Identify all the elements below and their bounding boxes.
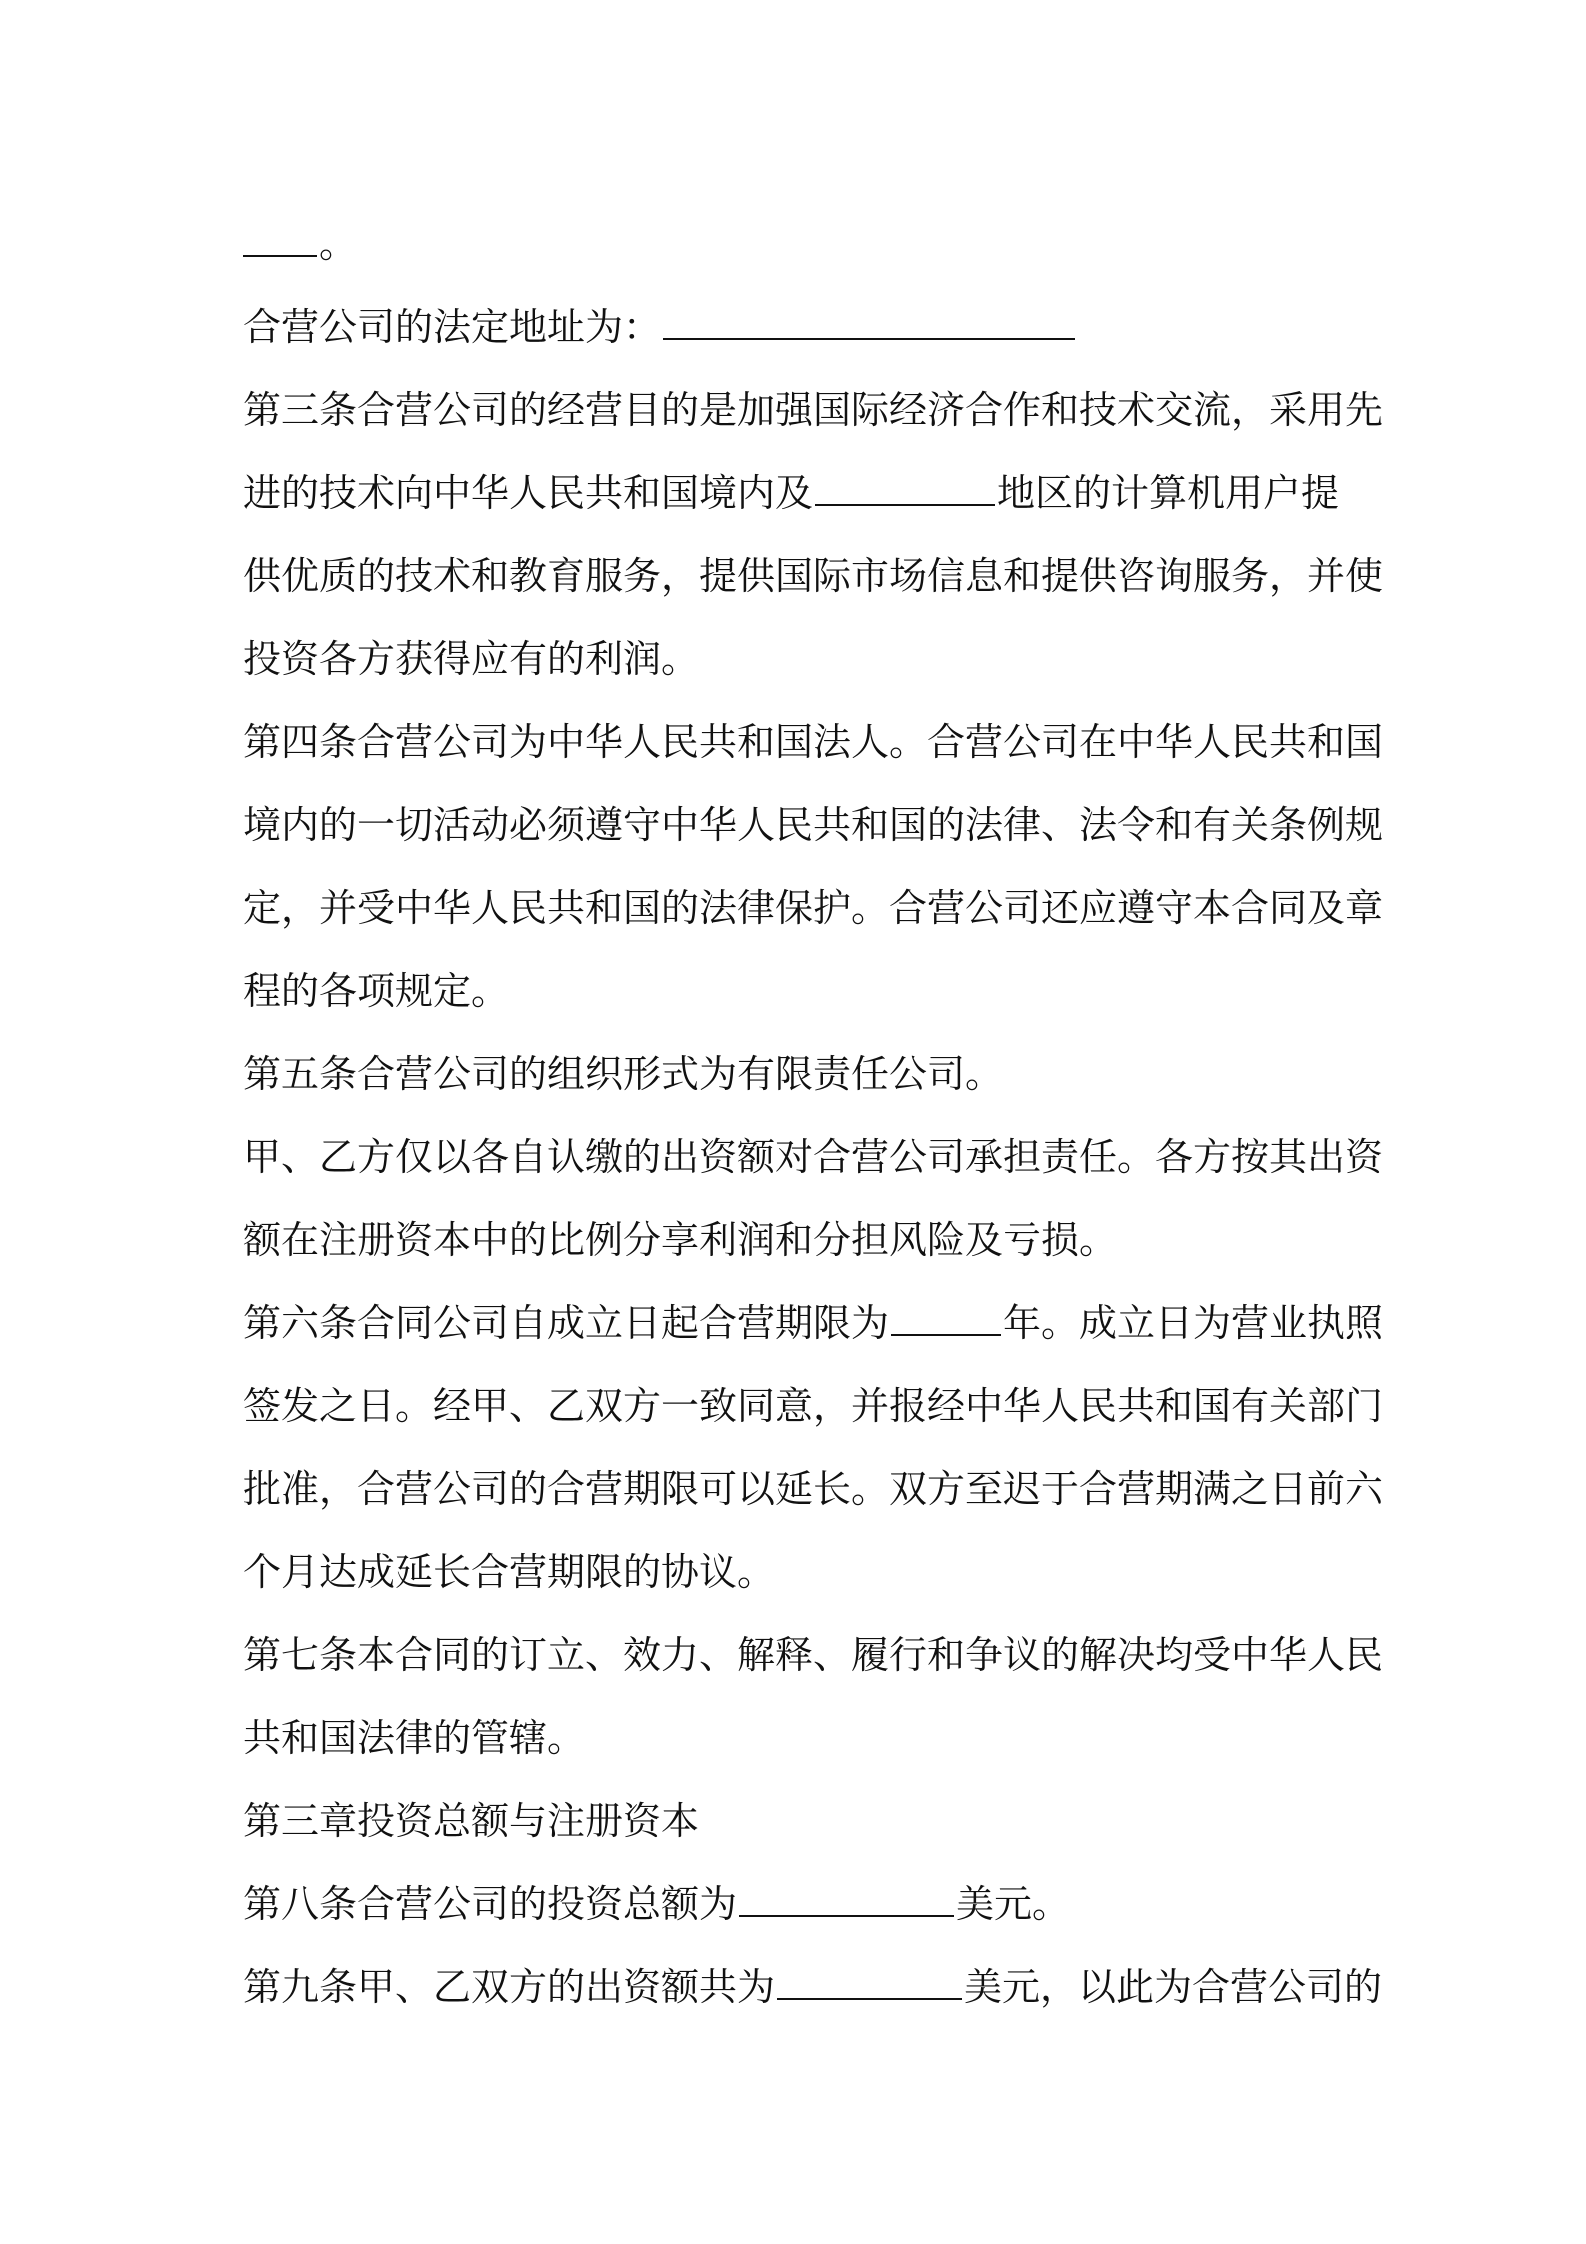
text-line — [243, 369, 1384, 452]
contract-body — [243, 203, 1384, 2029]
article-3-heading-line: 第三条合营公司的经营目的是加强国际经济合作和技术交流，采用先 — [243, 388, 1384, 432]
chapter-3-heading: 第三章投资总额与注册资本 — [243, 1799, 700, 1843]
text-line — [243, 1531, 1363, 1614]
line-text: 批准，合营公司的合营期限可以延长。双方至迟于合营期满之日前六 — [243, 1467, 1384, 1511]
line-text-before: 第六条合同公司自成立日起合营期限为 — [243, 1301, 890, 1345]
line-text: 签发之日。经甲、乙双方一致同意，并报经中华人民共和国有关部门 — [243, 1384, 1384, 1428]
text-line — [243, 784, 1384, 867]
line-text-after: 美元。 — [956, 1882, 1071, 1926]
text-line — [243, 1033, 1363, 1116]
text-line — [243, 1780, 1363, 1863]
line-text-before: 第八条合营公司的投资总额为 — [243, 1882, 738, 1926]
line-text-before: 进的技术向中华人民共和国境内及 — [243, 471, 814, 515]
text-line — [243, 1946, 1383, 2029]
legal-address-blank — [663, 298, 1075, 340]
line-text: 境内的一切活动必须遵守中华人民共和国的法律、法令和有关条例规 — [243, 803, 1384, 847]
legal-address-label: 合营公司的法定地址为： — [243, 305, 662, 349]
line-text: 甲、乙方仅以各自认缴的出资额对合营公司承担责任。各方按其出资 — [243, 1135, 1384, 1179]
text-line — [243, 452, 1363, 535]
line-text-after: 美元，以此为合营公司的 — [964, 1965, 1383, 2009]
line-text: 个月达成延长合营期限的协议。 — [243, 1550, 776, 1594]
capital-contribution-blank — [777, 1958, 962, 2000]
text-line — [243, 535, 1384, 618]
text-line — [243, 203, 1363, 286]
text-line — [243, 1863, 1363, 1946]
line-text-after: 。 — [319, 222, 358, 266]
line-text-before: 第九条甲、乙双方的出资额共为 — [243, 1965, 776, 2009]
text-line — [243, 286, 1363, 369]
line-text: 投资各方获得应有的利润。 — [243, 637, 700, 681]
term-years-blank — [891, 1294, 1001, 1336]
text-line — [243, 1282, 1384, 1365]
text-line — [243, 1199, 1363, 1282]
fill-in-blank — [243, 215, 317, 257]
article-7-heading-line: 第七条本合同的订立、效力、解释、履行和争议的解决均受中华人民 — [243, 1633, 1384, 1677]
line-text: 供优质的技术和教育服务，提供国际市场信息和提供咨询服务，并使 — [243, 554, 1384, 598]
line-text-after: 年。成立日为营业执照 — [1003, 1301, 1384, 1345]
text-line — [243, 1365, 1384, 1448]
line-text: 额在注册资本中的比例分享利润和分担风险及亏损。 — [243, 1218, 1118, 1262]
text-line — [243, 1614, 1384, 1697]
region-blank — [815, 464, 995, 506]
total-investment-blank — [739, 1875, 954, 1917]
text-line — [243, 1448, 1384, 1531]
line-text: 定，并受中华人民共和国的法律保护。合营公司还应遵守本合同及章 — [243, 886, 1384, 930]
article-5-heading-line: 第五条合营公司的组织形式为有限责任公司。 — [243, 1052, 1004, 1096]
text-line — [243, 950, 1363, 1033]
line-text: 共和国法律的管辖。 — [243, 1716, 586, 1760]
article-4-heading-line: 第四条合营公司为中华人民共和国法人。合营公司在中华人民共和国 — [243, 720, 1384, 764]
text-line — [243, 618, 1363, 701]
text-line — [243, 701, 1384, 784]
text-line — [243, 867, 1384, 950]
text-line — [243, 1116, 1384, 1199]
line-text-after: 地区的计算机用户提 — [997, 471, 1340, 515]
line-text: 程的各项规定。 — [243, 969, 510, 1013]
text-line — [243, 1697, 1363, 1780]
